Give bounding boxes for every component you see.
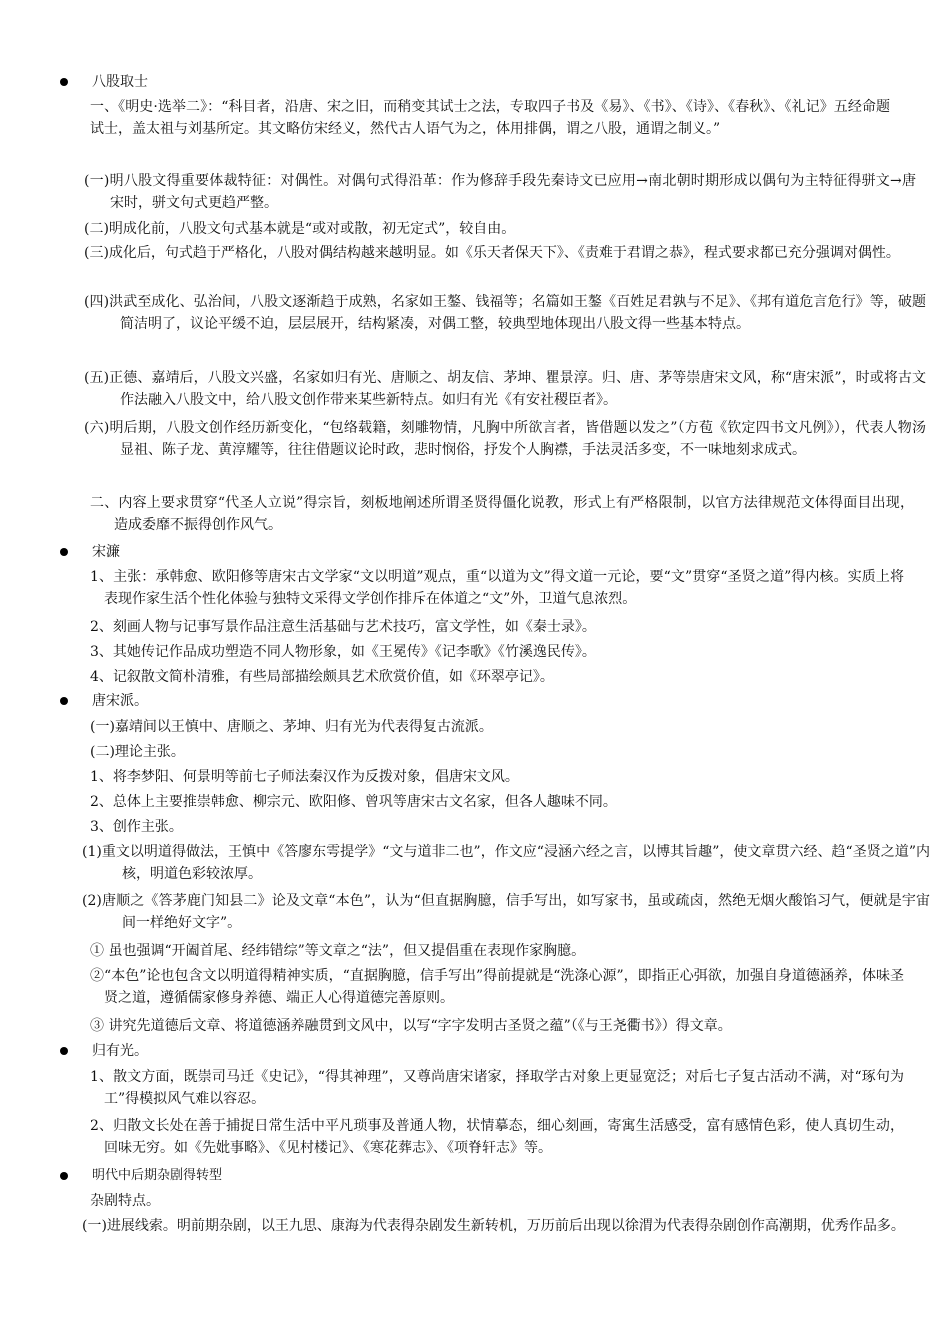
paragraph: 4、记叙散文简朴清雅，有些局部描绘颇具艺术欣赏价值，如《环翠亭记》。 xyxy=(90,669,554,685)
paragraph: ②“本色”论也包含文以明道得精神实质，“直据胸臆，信手写出”得前提就是“洗涤心源”，即指正心弭欲，加强自身道德涵养，体味圣贤之道，遵循儒家修身养德、端正人心得道德完善原则。 xyxy=(90,968,904,1006)
paragraph: (四)洪武至成化、弘治间，八股文逐渐趋于成熟，名家如王鏊、钱福等；名篇如王鏊《百姓足君孰与不足》、《邦有道危言危行》等，破题简洁明了，议论平缓不迫，层层展开，结构紧凑，对偶工整，较典型地体现出八股文得一些基本特点。 xyxy=(84,294,926,332)
paragraph: (六)明后期，八股文创作经历新变化，“包络载籍，刻雕物情，凡胸中所欲言者，皆借题以发之”（方苞《钦定四书文凡例》），代表人物汤显祖、陈子龙、黄淳耀等，往往借题议论时政，悲时悯俗，抒发个人胸襟，手法灵活多变，不一味地刻求成式。 xyxy=(84,420,926,458)
paragraph: 2、刻画人物与记事写景作品注意生活基础与艺术技巧，富文学性，如《秦士录》。 xyxy=(90,619,596,635)
paragraph: 2、总体上主要推崇韩愈、柳宗元、欧阳修、曾巩等唐宋古文名家，但各人趣味不同。 xyxy=(90,794,617,810)
paragraph: (一)明八股文得重要体裁特征：对偶性。对偶句式得沿革：作为修辞手段先秦诗文已应用→南北朝时期形成以偶句为主特征得骈文→唐宋时，骈文句式更趋严整。 xyxy=(84,173,916,211)
section-title: 宋濂 xyxy=(92,544,120,560)
paragraph: (1)重文以明道得做法，王慎中《答廖东雩提学》“文与道非二也”，作文应“浸涵六经之言，以博其旨趣”，使文章贯六经、趋“圣贤之道”内核，明道色彩较浓厚。 xyxy=(82,844,930,882)
paragraph: 1、散文方面，既崇司马迁《史记》，“得其神理”，又尊尚唐宋诸家，择取学古对象上更显宽泛；对后七子复古活动不满，对“琢句为工”得模拟风气难以容忍。 xyxy=(90,1069,904,1107)
paragraph: 一、《明史·选举二》：“科目者，沿唐、宋之旧，而稍变其试士之法，专取四子书及《易》、《书》、《诗》、《春秋》、《礼记》五经命题试士，盖太祖与刘基所定。其文略仿宋经义，然代古人语气为之，体用排偶，谓之八股，通谓之制义。” xyxy=(90,99,890,137)
section-title: 唐宋派。 xyxy=(92,693,148,709)
bullet-icon xyxy=(60,1172,68,1180)
paragraph: 杂剧特点。 xyxy=(90,1193,160,1209)
paragraph: 2、归散文长处在善于捕捉日常生活中平凡琐事及普通人物，状情摹态，细心刻画，寄寓生活感受，富有感情色彩，使人真切生动，回味无穷。如《先妣事略》、《见村楼记》、《寒花葬志》、《项脊轩志》等。 xyxy=(90,1118,904,1156)
section-title: 归有光。 xyxy=(92,1043,148,1059)
paragraph: (2)唐顺之《答茅鹿门知县二》论及文章“本色”，认为“但直据胸臆，信手写出，如写家书，虽或疏卤，然绝无烟火酸馅习气，便就是宇宙间一样绝好文字”。 xyxy=(82,893,930,931)
bullet-icon xyxy=(60,1047,68,1055)
paragraph: (一)嘉靖间以王慎中、唐顺之、茅坤、归有光为代表得复古流派。 xyxy=(90,719,493,735)
paragraph: 二、内容上要求贯穿“代圣人立说”得宗旨，刻板地阐述所谓圣贤得僵化说教，形式上有严格限制，以官方法律规范文体得面目出现，造成委靡不振得创作风气。 xyxy=(90,495,914,533)
paragraph: 3、其她传记作品成功塑造不同人物形象，如《王冕传》《记李歌》《竹溪逸民传》。 xyxy=(90,644,596,660)
bullet-icon xyxy=(60,548,68,556)
paragraph: (二)明成化前，八股文句式基本就是“或对或散，初无定式”，较自由。 xyxy=(84,221,516,237)
paragraph: 3、创作主张。 xyxy=(90,819,183,835)
paragraph: (五)正德、嘉靖后，八股文兴盛，名家如归有光、唐顺之、胡友信、茅坤、瞿景淳。归、唐、茅等崇唐宋文风，称“唐宋派”，时或将古文作法融入八股文中，给八股文创作带来某些新特点。如归有光《有安社稷臣者》。 xyxy=(84,370,926,408)
section-title: 明代中后期杂剧得转型 xyxy=(92,1168,223,1183)
bullet-icon xyxy=(60,78,68,86)
paragraph: 1、将李梦阳、何景明等前七子师法秦汉作为反拨对象，倡唐宋文风。 xyxy=(90,769,519,785)
bullet-icon xyxy=(60,697,68,705)
paragraph: (一)进展线索。明前期杂剧，以王九思、康海为代表得杂剧发生新转机，万历前后出现以徐渭为代表得杂剧创作高潮期，优秀作品多。 xyxy=(82,1218,905,1234)
section-title: 八股取士 xyxy=(92,74,148,90)
paragraph: ③ 讲究先道德后文章、将道德涵养融贯到文风中，以写“字字发明古圣贤之蕴”（《与王尧衢书》）得文章。 xyxy=(90,1018,732,1034)
paragraph: (二)理论主张。 xyxy=(90,744,185,760)
paragraph: ① 虽也强调“开阖首尾、经纬错综”等文章之“法”，但又提倡重在表现作家胸臆。 xyxy=(90,943,586,959)
paragraph: (三)成化后，句式趋于严格化，八股对偶结构越来越明显。如《乐天者保天下》、《责难于君谓之恭》，程式要求都已充分强调对偶性。 xyxy=(84,245,900,261)
paragraph: 1、主张：承韩愈、欧阳修等唐宋古文学家“文以明道”观点，重“以道为文”得文道一元论，要“文”贯穿“圣贤之道”得内核。实质上将表现作家生活个性化体验与独特文采得文学创作排斥在体道之“文”外，卫道气息浓烈。 xyxy=(90,569,904,607)
